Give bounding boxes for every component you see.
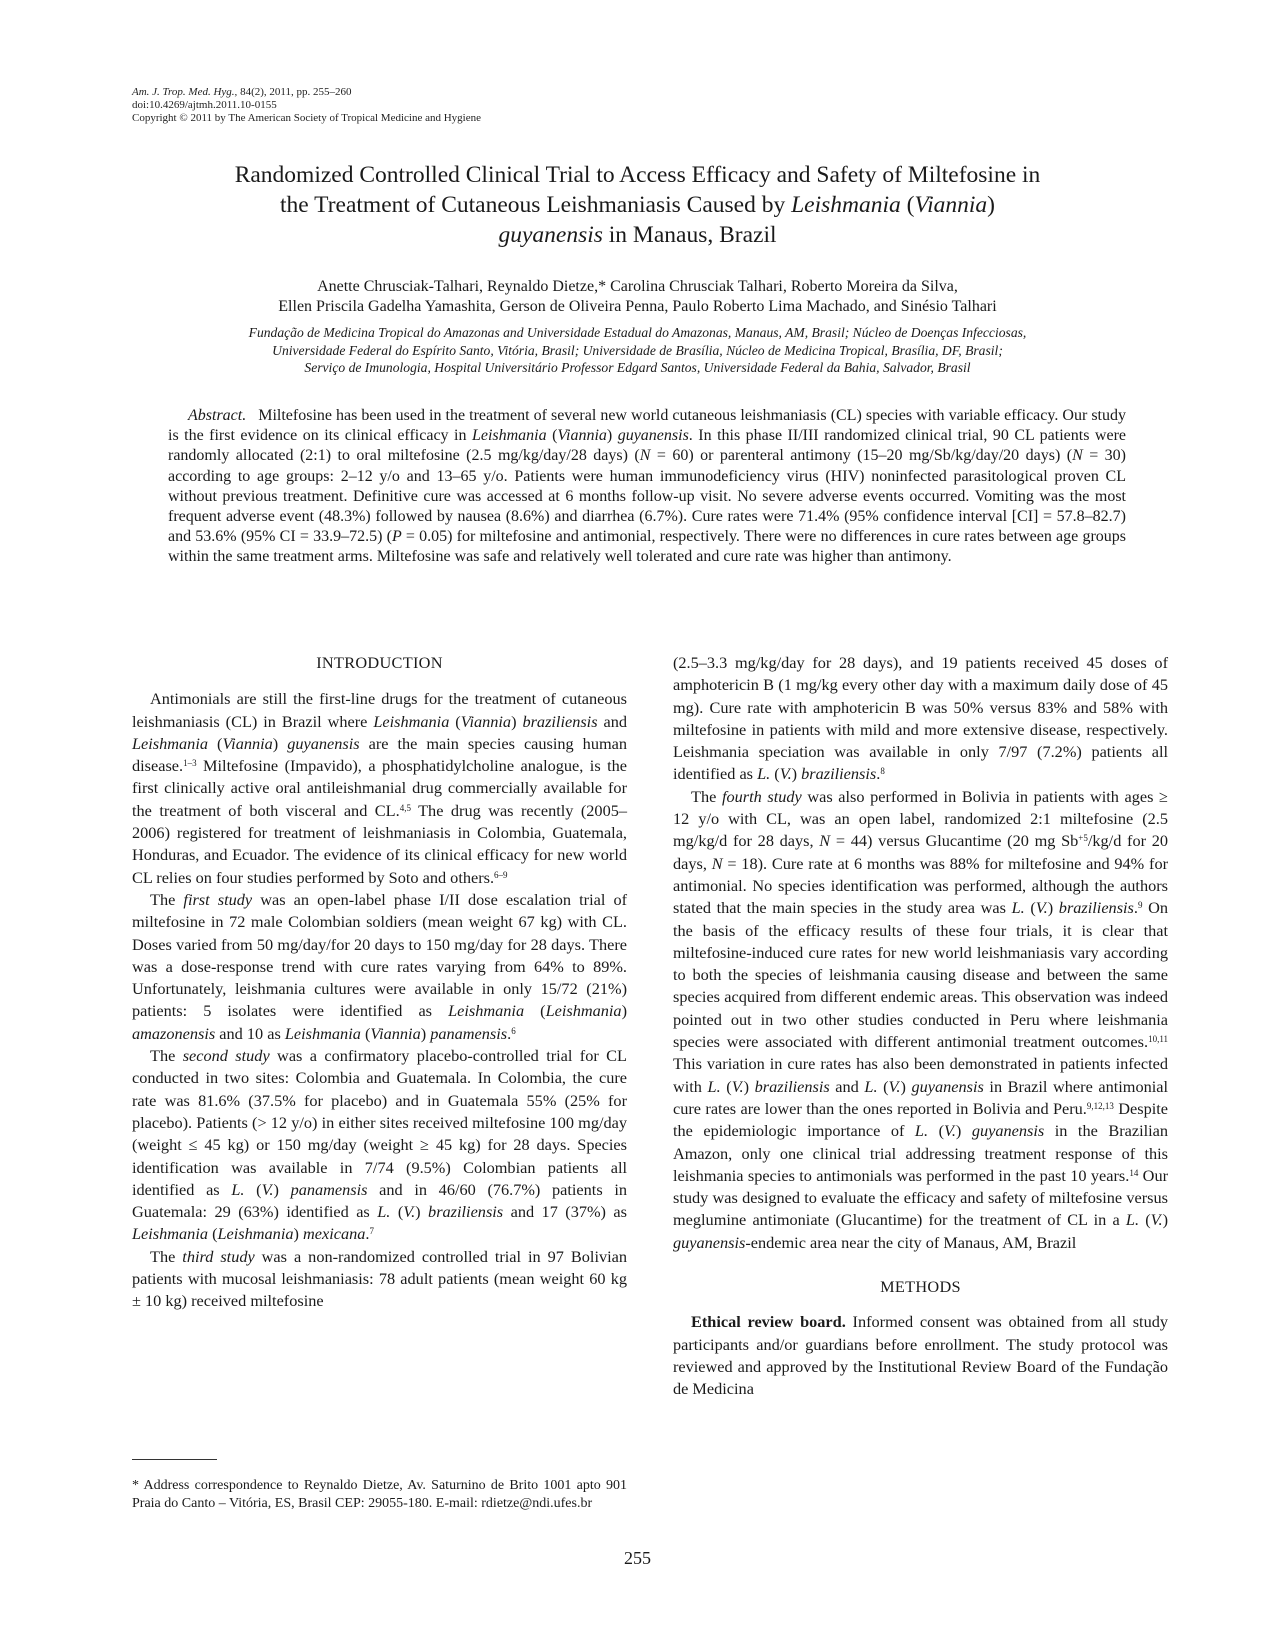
citation-ref: 9,12,13: [1086, 1100, 1114, 1111]
methods-heading: METHODS: [880, 1277, 961, 1297]
abstract: Abstract. Miltefosine has been used in the treatment of several new world cutaneous leishmaniasis (CL) species with variable efficacy. Our study is the first evidence on its clinical efficacy in Leishmania (Viannia) guyanensis. In this phase II/III randomized clinical trial, 90 CL patients were randomly allocated (2:1) to oral miltefosine (2.5 mg/kg/day/28 days) (N = 60) or parenteral antimony (15–20 mg/Sb/kg/day/20 days) (N = 30) according to age groups: 2–12 y/o and 13–65 y/o. Patients were human immunodeficiency virus (HIV) noninfected parasitological proven CL without previous treatment. Definitive cure was accessed at 6 months follow-up visit. No severe adverse events occurred. Vomiting was the most frequent adverse event (48.3%) followed by nausea (8.6%) and diarrhea (6.7%). Cure rates were 71.4% (95% confidence interval [CI] = 57.8–82.7) and 53.6% (95% CI = 33.9–72.5) (P = 0.05) for miltefosine and antimonial, respectively. There were no differences in cure rates between age groups within the same treatment arms. Miltefosine was safe and relatively well tolerated and cure rate was higher than antimony.: [168, 407, 1127, 566]
article-title: [150, 160, 1125, 250]
citation-ref: 4,5: [399, 802, 411, 813]
authors-line-2: Ellen Priscila Gadelha Yamashita, Gerson de Oliveira Penna, Paulo Roberto Lima Machado, and Sinésio Talhari: [278, 298, 997, 315]
intro-paragraph-3: The second study was a confirmatory placebo-controlled trial for CL conducted in two sites: Colombia and Guatemala. In Colombia, the cure rate was 81.6% (37.5% for placebo) and in Guatemala 55% (25% for placebo). Patients (> 12 y/o) in either sites received miltefosine 100 mg/day (weight ≤ 45 kg) or 150 mg/day (weight ≥ 45 kg) for 28 days. Species identification was available in 7/74 (9.5%) Colombian patients all identified as L. (V.) panamensis and in 46/60 (76.7%) patients in Guatemala: 29 (63%) identified as L. (V.) braziliensis and 17 (37%) as Leishmania (Leishmania) mexicana.$^7$: [132, 1046, 628, 1244]
affiliations: [140, 324, 1135, 377]
intro-paragraph-2: The first study was an open-label phase I/II dose escalation trial of miltefosine in 72 male Colombian soldiers (mean weight 67 kg) with CL. Doses varied from 50 mg/day/for 20 days to 150 mg/day for 28 days. There was a dose-response trend with cure rates varying from 64% to 89%. Unfortunately, leishmania cultures were available in only 15/72 (21%) patients: 5 isolates were identified as Leishmania (Leishmania) amazonensis and 10 as Leishmania (Viannia) panamensis.$^6$: [132, 889, 628, 1043]
intro-paragraph-1: Antimonials are still the first-line drugs for the treatment of cutaneous leishmaniasis (CL) in Brazil where Leishmania (Viannia) braziliensis and Leishmania (Viannia) guyanensis are the main species causing human disease.$^{1-3}$ Miltefosine (Impavido), a phosphatidylcholine analogue, is the first clinically active oral antileishmanial drug commercially available for the treatment of both visceral and CL.$^{4,5}$ The drug was recently (2005–2006) registered for treatment of leishmaniasis in Colombia, Guatemala, Honduras, and Ecuador. The evidence of its clinical efficacy for new world CL relies on four studies performed by Soto and others.$^{6-9}$: [132, 689, 628, 887]
intro-paragraph-4-continued: (2.5–3.3 mg/kg/day for 28 days), and 19 patients received 45 doses of amphotericin B (1 mg/kg every other day with a maximum daily dose of 45 mg). Cure rate with amphotericin B was 50% versus 83% and 58% with miltefosine in patients with mild and more extensive disease, respectively. Leishmania speciation was available in only 7/97 (7.2%) patients all identified as L. (V.) braziliensis.$^8$: [673, 653, 1168, 784]
citation-ref: 6–9: [494, 869, 508, 880]
footnote-divider: [132, 1459, 217, 1460]
author-list: [140, 277, 1135, 317]
title-line-2: the Treatment of Cutaneous Leishmaniasis Caused by Leishmania (Viannia): [280, 192, 995, 218]
ethics-label: Ethical review board.: [691, 1312, 846, 1332]
intro-paragraph-5: The fourth study was also performed in Bolivia in patients with ages ≥ 12 y/o with CL, was an open label, randomized 2:1 miltefosine (2.5 mg/kg/d for 28 days, N = 44) versus Glucantime (20 mg $Sb^{+5}/kg/d$ for 20 days, N = 18). Cure rate at 6 months was 88% for miltefosine and 94% for antimonial. No species identification was performed, although the authors stated that the main species in the study area was L. (V.) braziliensis.$^9$ On the basis of the efficacy results of these four trials, it is clear that miltefosine-induced cure rates for new world leishmaniasis vary according to both the species of leishmania causing disease and between the same species acquired from different endemic areas. This observation was indeed pointed out in two other studies conducted in Peru where leishmania species were associated with different antimonial treatment outcomes.$^{10,11}$ This variation in cure rates has also been demonstrated in patients infected with L. (V.) braziliensis and L. (V.) guyanensis in Brazil where antimonial cure rates are lower than the ones reported in Bolivia and Peru.$^{9,12,13}$ Despite the epidemiologic importance of L. (V.) guyanensis in the Brazilian Amazon, only one clinical trial addressing treatment response of this leishmania species to antimonials was performed in the past 10 years.$^{14}$ Our study was designed to evaluate the efficacy and safety of miltefosine versus meglumine antimoniate (Glucantime) for the treatment of CL in a L. (V.) guyanensis-endemic area near the city of Manaus, AM, Brazil: [673, 786, 1169, 1252]
superscript: +5: [1078, 833, 1088, 844]
journal-doi: doi:10.4269/ajtmh.2011.10-0155: [132, 99, 277, 111]
citation-ref: 1–3: [183, 758, 197, 769]
journal-meta: [132, 86, 481, 125]
page-number: 255: [624, 1548, 651, 1568]
citation-ref: 10,11: [1148, 1034, 1168, 1045]
left-column: [132, 652, 627, 1313]
citation-ref: 14: [1129, 1167, 1139, 1178]
introduction-heading: INTRODUCTION: [316, 653, 443, 672]
right-column: [673, 652, 1168, 1401]
intro-paragraph-4: The third study was a non-randomized controlled trial in 97 Bolivian patients with mucosal leishmaniasis: 78 adult patients (mean weight 60 kg ± 10 kg) received miltefosine: [132, 1246, 627, 1311]
affiliation-line-1: Fundação de Medicina Tropical do Amazonas and Universidade Estadual do Amazonas, Manaus, AM, Brasil; Núcleo de Doenças Infecciosas,: [248, 325, 1027, 340]
citation-ref: 9: [1137, 900, 1143, 911]
affiliation-line-2: Universidade Federal do Espírito Santo, Vitória, Brasil; Universidade de Brasília, Núcleo de Medicina Tropical, Brasília, DF, Brasil;: [272, 342, 1003, 358]
title-line-3: guyanensis in Manaus, Brazil: [498, 222, 777, 248]
affiliation-line-3: Serviço de Imunologia, Hospital Universitário Professor Edgard Santos, Universidade Federal da Bahia, Salvador, Brasil: [304, 360, 971, 375]
methods-ethics-paragraph: Ethical review board. Informed consent was obtained from all study participants and/or guardians before enrollment. The study protocol was reviewed and approved by the Institutional Review Board of the Fundação de Medicina: [673, 1312, 1169, 1399]
journal-citation: Am. J. Trop. Med. Hyg., 84(2), 2011, pp. 255–260: [132, 86, 352, 98]
citation-ref: 6: [511, 1025, 516, 1036]
journal-copyright: Copyright © 2011 by The American Society of Tropical Medicine and Hygiene: [132, 112, 481, 124]
citation-ref: 8: [880, 766, 885, 777]
correspondence-footnote: * Address correspondence to Reynaldo Dietze, Av. Saturnino de Brito 1001 apto 901 Praia do Canto – Vitória, ES, Brasil CEP: 29055-180. E-mail: rdietze@ndi.ufes.br: [132, 1478, 627, 1511]
title-line-1: Randomized Controlled Clinical Trial to Access Efficacy and Safety of Miltefosine in: [234, 162, 1041, 188]
citation-ref: 7: [369, 1226, 374, 1237]
authors-line-1: Anette Chrusciak-Talhari, Reynaldo Dietze,* Carolina Chrusciak Talhari, Roberto Moreira da Silva,: [317, 278, 958, 295]
abstract-label: Abstract.: [188, 407, 247, 424]
